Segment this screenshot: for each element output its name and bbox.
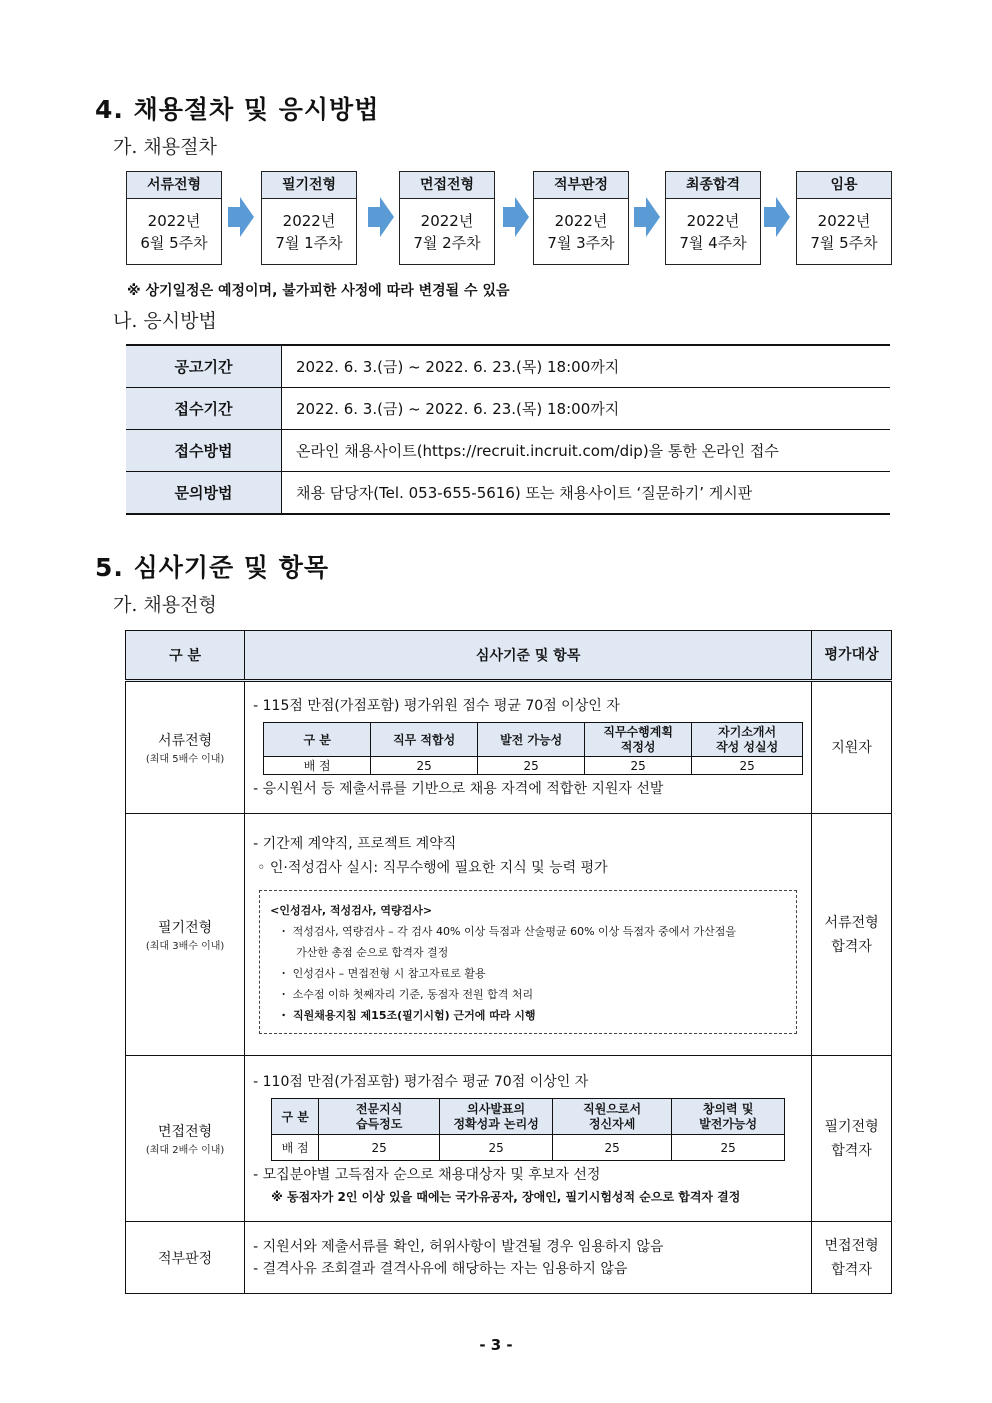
step-appointment xyxy=(796,171,892,265)
score-head: 구 분 xyxy=(272,1099,319,1135)
stage-target: 필기전형 xyxy=(824,1118,879,1135)
score-cell: 배 점 xyxy=(272,1135,319,1161)
row-document xyxy=(126,681,892,814)
criteria-line: - 응시원서 등 제출서류를 기반으로 채용 자격에 적합한 지원자 선발 xyxy=(253,781,664,797)
score-cell: 배 점 xyxy=(264,757,371,775)
stage-name: 적부판정 xyxy=(126,1222,245,1294)
step-document xyxy=(126,171,222,265)
page-number: - 3 - xyxy=(479,1336,513,1354)
step-fit xyxy=(533,171,629,265)
stage-target: 면접전형 xyxy=(824,1237,879,1254)
criteria-line: - 115점 만점(가점포함) 평가위원 점수 평균 70점 이상인 자 xyxy=(253,698,620,714)
step-name: 필기전형 xyxy=(262,172,356,199)
test-info-box xyxy=(259,890,797,1034)
score-head: 구 분 xyxy=(264,723,371,757)
stage-name: 면접전형 xyxy=(158,1124,213,1140)
step-name: 서류전형 xyxy=(127,172,221,199)
step-week: 7월 4주차 xyxy=(679,234,747,252)
header-category: 구 분 xyxy=(126,631,245,681)
subsection-apply: 나. 응시방법 xyxy=(113,310,217,332)
header-target: 평가대상 xyxy=(812,631,892,681)
step-week: 7월 3주차 xyxy=(547,234,615,252)
schedule-note: ※ 상기일정은 예정이며, 불가피한 사정에 따라 변경될 수 있음 xyxy=(127,283,510,299)
stage-limit: (최대 5배수 이내) xyxy=(145,754,225,765)
subsection-process: 가. 채용절차 xyxy=(113,136,217,158)
step-week: 7월 1주차 xyxy=(275,234,343,252)
tie-note: ※ 동점자가 2인 이상 있을 때에는 국가유공자, 장애인, 필기시험성적 순으로 합격자 결정 xyxy=(271,1190,741,1204)
step-year: 2022년 xyxy=(282,212,336,230)
score-head: 전문지식 습득정도 xyxy=(319,1099,440,1135)
subsection-selection: 가. 채용전형 xyxy=(113,594,217,616)
criteria-header-row xyxy=(126,631,892,681)
criteria-line: - 결격사유 조회결과 결격사유에 해당하는 자는 임용하지 않음 xyxy=(253,1260,628,1277)
criteria-line: - 모집분야별 고득점자 순으로 채용대상자 및 후보자 선정 xyxy=(253,1167,601,1183)
table-row xyxy=(126,472,890,515)
criteria-table xyxy=(125,630,892,1294)
step-written xyxy=(261,171,357,265)
score-cell: 25 xyxy=(319,1135,440,1161)
step-name: 임용 xyxy=(797,172,891,199)
step-final xyxy=(665,171,761,265)
step-name: 적부판정 xyxy=(534,172,628,199)
score-cell: 25 xyxy=(553,1135,672,1161)
table-row xyxy=(126,430,890,472)
step-name: 면접전형 xyxy=(400,172,494,199)
box-item: ・ 소수점 이하 첫째자리 기준, 동점자 전원 합격 처리 xyxy=(278,987,534,1001)
box-item: ・ 적성검사, 역량검사 – 각 검사 40% 이상 득점과 산술평균 60% 이상 득점자 중에서 가산점을 xyxy=(278,924,737,938)
box-item: 가산한 총점 순으로 합격자 결정 xyxy=(296,945,449,959)
row-value: 2022. 6. 3.(금) ~ 2022. 6. 23.(목) 18:00까지 xyxy=(282,345,891,388)
box-item: ・ 인성검사 – 면접전형 시 참고자료로 활용 xyxy=(278,966,486,980)
arrow-right-icon xyxy=(764,197,790,237)
step-year: 2022년 xyxy=(686,212,740,230)
step-year: 2022년 xyxy=(147,212,201,230)
step-year: 2022년 xyxy=(420,212,474,230)
step-week: 7월 2주차 xyxy=(413,234,481,252)
score-head: 직원으로서 정신자세 xyxy=(553,1099,672,1135)
stage-target: 합격자 xyxy=(831,938,872,955)
step-year: 2022년 xyxy=(817,212,871,230)
score-cell: 25 xyxy=(672,1135,785,1161)
apply-method-table xyxy=(126,344,890,515)
score-head: 창의력 및 발전가능성 xyxy=(672,1099,785,1135)
row-value: 채용 담당자(Tel. 053-655-5616) 또는 채용사이트 ‘질문하기’ 게시판 xyxy=(296,484,753,502)
stage-limit: (최대 2배수 이내) xyxy=(145,1145,225,1156)
arrow-right-icon xyxy=(634,197,660,237)
row-key: 접수기간 xyxy=(126,388,282,430)
row-key: 접수방법 xyxy=(126,430,282,472)
step-year: 2022년 xyxy=(554,212,608,230)
score-head: 직무 적합성 xyxy=(371,723,478,757)
stage-target: 서류전형 xyxy=(824,914,879,931)
stage-target: 합격자 xyxy=(831,1142,872,1159)
section-5-title: 5. 심사기준 및 항목 xyxy=(95,553,330,582)
score-cell: 25 xyxy=(440,1135,553,1161)
score-cell: 25 xyxy=(692,757,803,775)
row-fit xyxy=(126,1222,892,1294)
stage-limit: (최대 3배수 이내) xyxy=(145,941,225,952)
box-title: <인성검사, 적성검사, 역량검사> xyxy=(270,903,433,917)
row-interview xyxy=(126,1056,892,1222)
table-row xyxy=(126,388,890,430)
box-item: ・ 직원채용지침 제15조(필기시험) 근거에 따라 시행 xyxy=(278,1008,536,1022)
stage-target: 합격자 xyxy=(831,1261,872,1278)
score-cell: 25 xyxy=(371,757,478,775)
criteria-line: - 110점 만점(가점포함) 평가점수 평균 70점 이상인 자 xyxy=(253,1074,589,1090)
stage-name: 서류전형 xyxy=(158,733,213,749)
arrow-right-icon xyxy=(503,197,529,237)
step-name: 최종합격 xyxy=(666,172,760,199)
arrow-right-icon xyxy=(228,197,254,237)
row-key: 문의방법 xyxy=(126,472,282,515)
table-row xyxy=(126,345,890,388)
row-value: 2022. 6. 3.(금) ~ 2022. 6. 23.(목) 18:00까지 xyxy=(282,388,891,430)
score-cell: 25 xyxy=(585,757,692,775)
step-interview xyxy=(399,171,495,265)
criteria-line: - 기간제 계약직, 프로젝트 계약직 xyxy=(253,835,457,852)
step-week: 6월 5주차 xyxy=(140,234,208,252)
score-head: 의사발표의 정확성과 논리성 xyxy=(440,1099,553,1135)
arrow-right-icon xyxy=(368,197,394,237)
row-written xyxy=(126,814,892,1056)
stage-name: 필기전형 xyxy=(158,920,213,936)
section-4-title: 4. 채용절차 및 응시방법 xyxy=(95,95,380,124)
step-week: 7월 5주차 xyxy=(810,234,878,252)
stage-target: 지원자 xyxy=(812,681,892,814)
score-cell: 25 xyxy=(478,757,585,775)
criteria-line: - 지원서와 제출서류를 확인, 허위사항이 발견될 경우 임용하지 않음 xyxy=(253,1238,664,1255)
row-key: 공고기간 xyxy=(126,345,282,388)
score-head: 자기소개서 작성 성실성 xyxy=(692,723,803,757)
score-table-document xyxy=(263,722,803,775)
score-head: 직무수행계획 적정성 xyxy=(585,723,692,757)
header-criteria: 심사기준 및 항목 xyxy=(245,631,812,681)
row-value: 온라인 채용사이트(https://recruit.incruit.com/dip)을 통한 온라인 접수 xyxy=(282,430,891,472)
score-head: 발전 가능성 xyxy=(478,723,585,757)
criteria-line: ◦ 인·적성검사 실시: 직무수행에 필요한 지식 및 능력 평가 xyxy=(257,859,608,876)
score-table-interview xyxy=(271,1098,785,1161)
